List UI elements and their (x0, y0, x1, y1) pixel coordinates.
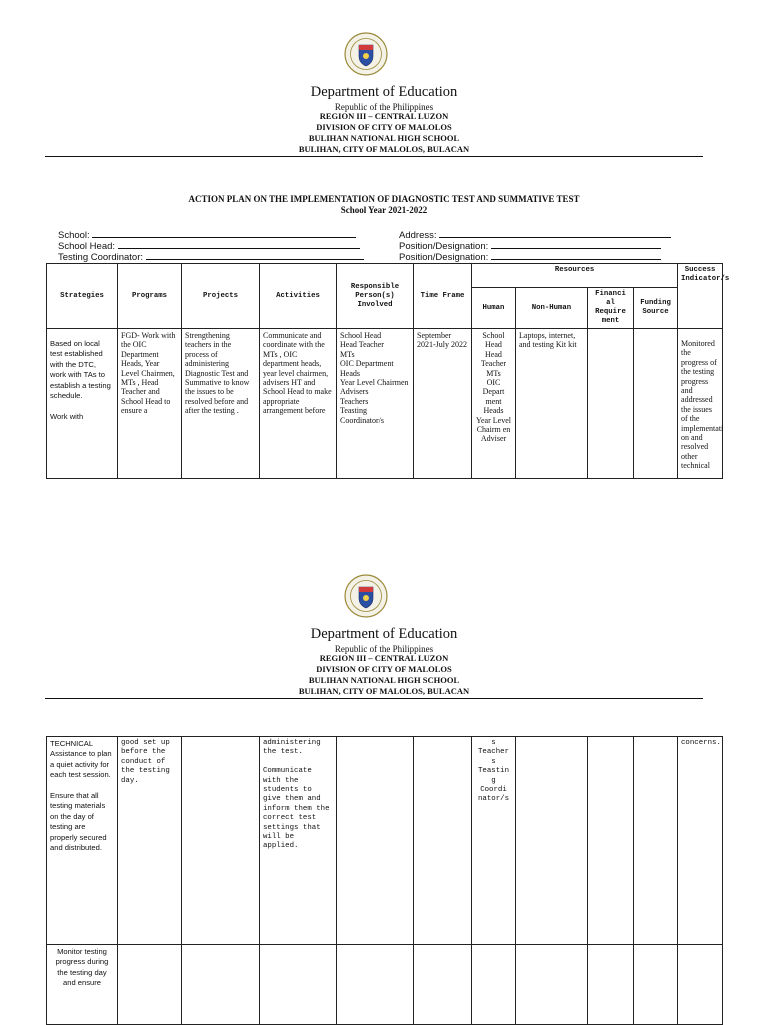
school-line: BULIHAN NATIONAL HIGH SCHOOL (308, 133, 460, 143)
action-plan-table (46, 263, 730, 479)
table-row (47, 737, 723, 945)
header-financial: Financi al Require ment (588, 288, 634, 329)
cell-projects (182, 945, 260, 1025)
school-field: School: (58, 229, 356, 242)
position-field-1: Position/Designation: (399, 240, 661, 253)
cell-funding (634, 737, 678, 945)
header-resources: Resources (472, 264, 678, 288)
school-head-field: School Head: (58, 240, 360, 253)
agency-name: Department of Education (310, 84, 458, 100)
cell-human (472, 945, 516, 1025)
address-line: BULIHAN, CITY OF MALOLOS, BULACAN (298, 144, 470, 154)
division-line: DIVISION OF CITY OF MALOLOS (316, 122, 452, 132)
header-non-human: Non-Human (516, 288, 588, 329)
address-line: BULIHAN, CITY OF MALOLOS, BULACAN (298, 686, 470, 696)
cell-programs: FGD- Work with the OIC Department Heads, Year Level Chairmen, MTs , Head Teacher and School Head to ensure a (118, 329, 182, 479)
header-divider (45, 156, 703, 157)
header-human: Human (472, 288, 516, 329)
cell-time-frame (414, 945, 472, 1025)
cell-financial (588, 945, 634, 1025)
republic-line: Republic of the Philippines (334, 102, 434, 112)
testing-coordinator-field: Testing Coordinator: (58, 251, 364, 264)
school-line: BULIHAN NATIONAL HIGH SCHOOL (308, 675, 460, 685)
cell-projects (182, 737, 260, 945)
header-projects: Projects (182, 264, 260, 329)
header-responsible: Responsible Person(s) Involved (337, 264, 414, 329)
agency-name: Department of Education (310, 626, 458, 642)
header-success: Success Indicator/s (678, 264, 723, 329)
cell-non-human (516, 945, 588, 1025)
cell-activities: administering the test. Communicate with the students to give them and inform them the correct test settings that will be applied. (260, 737, 337, 945)
cell-programs (118, 945, 182, 1025)
cell-strategies: Based on local test established with the DTC, work with TAs to establish a testing schedule. Work with (47, 329, 118, 479)
cell-projects: Strengthening teachers in the process of administering Diagnostic Test and Summative to know the issues to be resolved before and after the testing . (182, 329, 260, 479)
header-activities: Activities (260, 264, 337, 329)
cell-funding (634, 329, 678, 479)
cell-time-frame: September 2021-July 2022 (414, 329, 472, 479)
school-year: School Year 2021-2022 (340, 205, 428, 215)
header-divider (45, 698, 703, 699)
header-time-frame: Time Frame (414, 264, 472, 329)
cell-programs: good set up before the conduct of the testing day. (118, 737, 182, 945)
cell-financial (588, 737, 634, 945)
cell-human: School Head Head Teacher MTs OIC Depart ment Heads Year Level Chairm en Adviser (472, 329, 516, 479)
cell-activities (260, 945, 337, 1025)
cell-success: Monitored the progress of the testing progress and addressed the issues of the implementati on and resolved other technical (678, 329, 723, 479)
page-2 (0, 566, 768, 1024)
cell-responsible (337, 945, 414, 1025)
deped-seal-logo (344, 574, 388, 618)
address-field: Address: (399, 229, 671, 242)
plan-title: ACTION PLAN ON THE IMPLEMENTATION OF DIAGNOSTIC TEST AND SUMMATIVE TEST (188, 194, 580, 204)
cell-responsible: School Head Head Teacher MTs OIC Department Heads Year Level Chairmen Advisers Teachers Teasting Coordinator/s (337, 329, 414, 479)
cell-financial (588, 329, 634, 479)
cell-success (678, 945, 723, 1025)
deped-seal-logo (344, 32, 388, 76)
header-strategies: Strategies (47, 264, 118, 329)
table-row (47, 945, 723, 1025)
region-line: REGION III – CENTRAL LUZON (319, 111, 449, 121)
position-field-2: Position/Designation: (399, 251, 661, 264)
cell-activities: Communicate and coordinate with the MTs , OIC department heads, year level chairmen, advisers HT and School Head to make appropriate arrangement before (260, 329, 337, 479)
cell-strategies: Monitor testing progress during the testing day and ensure (47, 945, 118, 1025)
division-line: DIVISION OF CITY OF MALOLOS (316, 664, 452, 674)
header-funding: Funding Source (634, 288, 678, 329)
cell-human: s Teacher s Teastin g Coordi nator/s (472, 737, 516, 945)
cell-time-frame (414, 737, 472, 945)
cell-responsible (337, 737, 414, 945)
header-programs: Programs (118, 264, 182, 329)
republic-line: Republic of the Philippines (334, 644, 434, 654)
cell-strategies: TECHNICAL Assistance to plan a quiet activity for each test session. Ensure that all testing materials on the day of testing are properly secured and distributed. (47, 737, 118, 945)
region-line: REGION III – CENTRAL LUZON (319, 653, 449, 663)
table-row (47, 329, 723, 479)
cell-non-human (516, 737, 588, 945)
action-plan-table-continued (46, 736, 723, 1025)
cell-success: concerns. (678, 737, 723, 945)
cell-non-human: Laptops, internet, and testing Kit kit (516, 329, 588, 479)
cell-funding (634, 945, 678, 1025)
